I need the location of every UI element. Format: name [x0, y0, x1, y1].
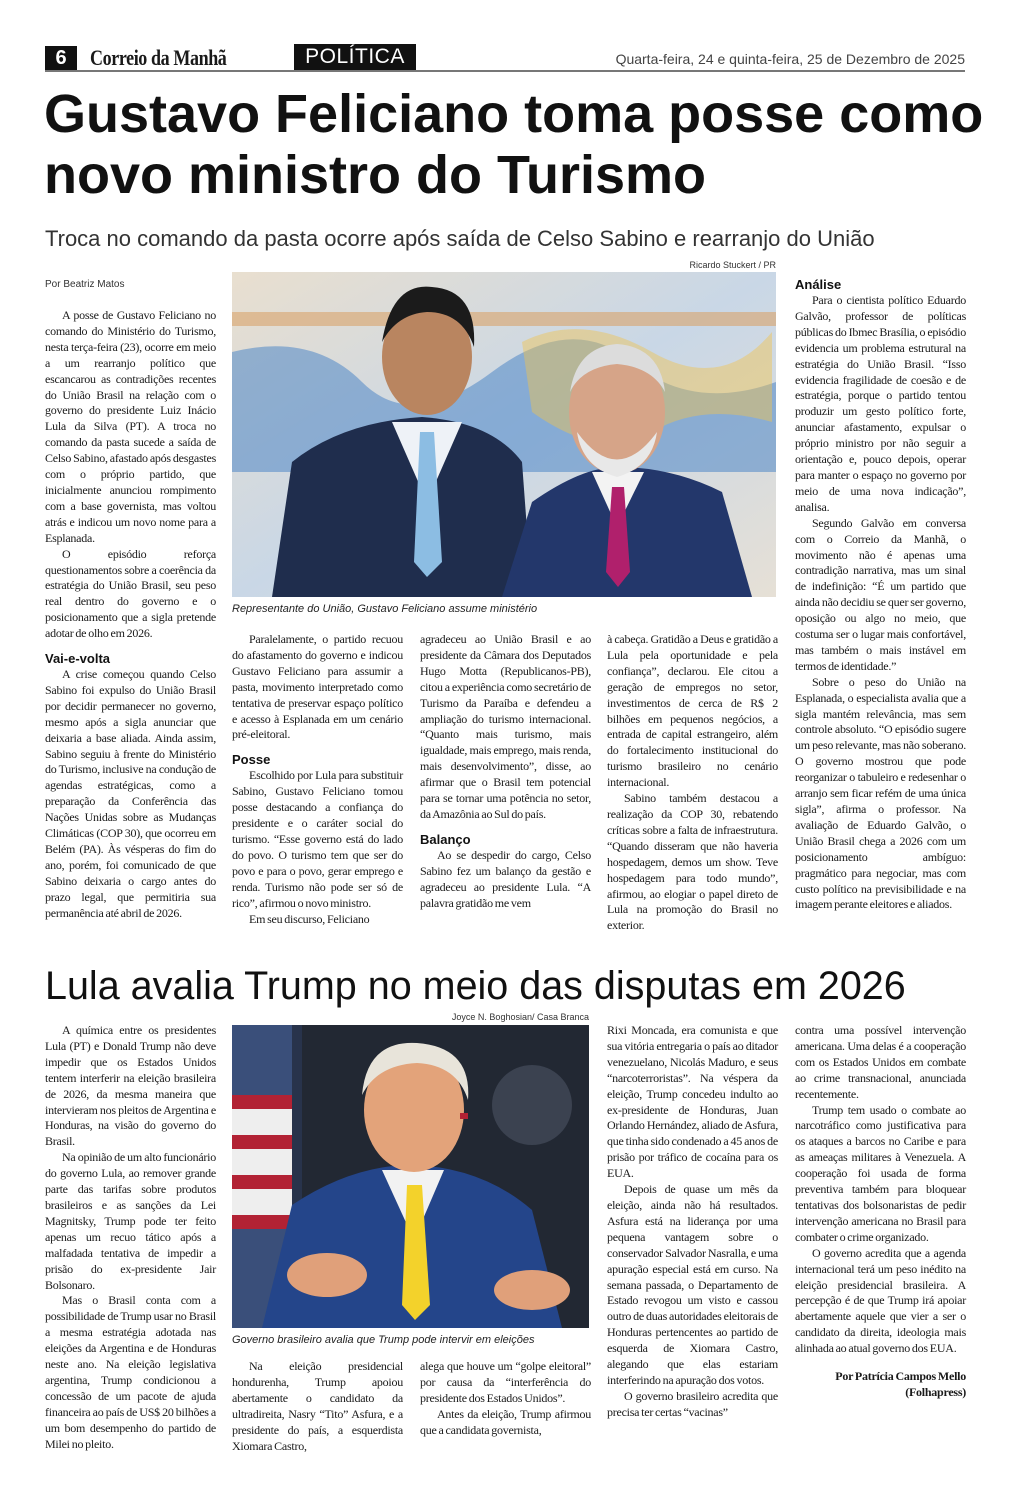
paragraph: alega que houve um “golpe eleitoral” por causa da “interferência do presidente dos Estados Unidos”. [420, 1359, 591, 1405]
ministers-photo-image [232, 272, 776, 597]
paragraph: Escolhido por Lula para substituir Sabino, Gustavo Feliciano tomou posse destacando a confiança do presidente e o caráter social do turismo. “Esse governo está do lado do povo. O turismo tem que ser do povo e para o povo, gerar emprego e renda. Turismo não pode ser só de rico”, afirmou o novo ministro. [232, 768, 403, 910]
article1-photo-credit: Ricardo Stuckert / PR [689, 260, 776, 270]
article1-headline: Gustavo Feliciano toma posse como novo ministro do Turismo [44, 84, 984, 205]
page-number: 6 [45, 46, 77, 70]
paragraph: O governo acredita que a agenda internacional terá um peso inédito na eleição presidencial brasileira. A percepção é de que Trump irá apoiar abertamente aquele que vier a ser o candidato da direita, ideologia mais alinhada ao atual governo dos EUA. [795, 1245, 966, 1356]
masthead-logo: Correio da Manhã [90, 45, 227, 70]
article2-photo-caption: Governo brasileiro avalia que Trump pode intervir em eleições [232, 1334, 535, 1346]
subheading: Vai-e-volta [45, 651, 111, 667]
article1-column-2 [232, 632, 403, 927]
paragraph: O episódio reforça questionamentos sobre a coerência da estratégia do União Brasil, seu peso real dentro do governo e o posicionamento que a sigla pretende adotar de olho em 2026. [45, 546, 216, 641]
header-divider [45, 70, 965, 72]
article2-column-5 [795, 1023, 966, 1401]
subheading: Análise [795, 277, 842, 292]
paragraph: Na eleição presidencial hondurenha, Trump apoiou abertamente o candidato da ultradireita, Nasry “Tito” Asfura, e a presidente do país, a esquerdista Xiomara Castro, [232, 1359, 403, 1453]
section-label: POLÍTICA [294, 44, 416, 70]
article2-column-2 [232, 1359, 403, 1454]
article1-photo [232, 272, 776, 597]
paragraph: Em seu discurso, Feliciano [249, 911, 370, 926]
paragraph: Sobre o peso do União na Esplanada, o especialista avalia que a sigla mantém relevância, mas sem controle absoluto. “O episódio sugere um peso relevante, mas não soberano. O governo mostrou que pode reorganizar o tabuleiro e redesenhar o arranjo sem ficar refém de uma única sigla”, afirma o professor. Na avaliação de Eduardo Galvão, o União Brasil chega a 2026 com um posicionamento ambíguo: pragmático para negociar, mas com custo político na previsibilidade e na imagem perante eleitores e aliados. [795, 674, 966, 912]
paragraph: Na opinião de um alto funcionário do governo Lula, ao remover grande parte das tarifas sobre produtos brasileiros e as sanções da Lei Magnitsky, Trump pode ter feito apenas um recuo tático após a malfadada tentativa de impedir a prisão do ex-presidente Jair Bolsonaro. [45, 1150, 216, 1292]
paragraph: A posse de Gustavo Feliciano no comando do Ministério do Turismo, nesta terça-feira (23), ocorre em meio a um rearranjo político que escancarou as contradições recentes do União Brasil na relação com o governo do presidente Luiz Inácio Lula da Silva (PT). A troca no comando da pasta sucede a saída de Celso Sabino, afastado após desgastes com o próprio partido, que inicialmente anunciou rompimento com a base governista, mas voltou atrás e indicou um novo nome para a Esplanada. [45, 308, 216, 545]
article2-column-4 [607, 1023, 778, 1421]
paragraph: contra uma possível intervenção americana. Uma delas é a cooperação com os Estados Unidos em combate ao crime transnacional, anunciada recentemente. [795, 1023, 966, 1101]
paragraph: A crise começou quando Celso Sabino foi expulso do União Brasil por decidir permanecer no governo, mesmo após a sigla anunciar que deixaria a base aliada. Ainda assim, Sabino seguiu à frente do Ministério do Turismo, inclusive na condução de agendas estratégicas, como a preparação da Conferência das Nações Unidas sobre as Mudanças Climáticas (COP 30), que ocorreu em Belém (PA). Às vésperas do fim do ano, porém, foi comunicado de que Sabino deixaria o cargo antes do prazo legal, que permitiria sua permanência até abril de 2026. [45, 667, 216, 920]
paragraph: Paralelamente, o partido recuou do afastamento do governo e indicou Gustavo Feliciano para assumir a pasta, movimento interpretado como tentativa de preservar espaço político e acesso à Esplanada em um cenário pré-eleitoral. [232, 632, 403, 742]
article1-photo-caption: Representante do União, Gustavo Feliciano assume ministério [232, 603, 538, 615]
article1-column-3 [420, 632, 591, 912]
edition-date: Quarta-feira, 24 e quinta-feira, 25 de Dezembro de 2025 [615, 51, 965, 67]
author-signature: Por Patrícia Campos Mello (Folhapress) [835, 1369, 966, 1399]
paragraph: Depois de quase um mês da eleição, ainda não há resultados. Asfura está na liderança por uma pequena vantagem sobre o conservador Salvador Nasralla, e uma apuração especial está em curso. Na semana passada, o Departamento de Estado revogou um visto e cassou outro de duas autoridades eleitorais de Honduras pertencentes ao partido de esquerda de Xiomara Castro, alegando que elas estariam interferindo na apuração dos votos. [607, 1182, 778, 1387]
subheading: Posse [232, 752, 271, 768]
paragraph: O governo brasileiro acredita que precisa ter certas “vacinas” [607, 1388, 778, 1419]
article2-column-3 [420, 1359, 591, 1439]
paragraph: A química entre os presidentes Lula (PT) e Donald Trump não deve impedir que os Estados Unidos tentem interferir na eleição brasileira de 2026, da mesma maneira que intervieram nos pleitos de Argentina e Honduras, na visão do governo do Brasil. [45, 1023, 216, 1149]
article1-byline: Por Beatriz Matos [45, 279, 125, 290]
paragraph: Mas o Brasil conta com a possibilidade de Trump usar no Brasil a mesma estratégia adotada nas eleições da Argentina e de Honduras neste ano. Na eleição legislativa argentina, Trump condicionou a concessão de um pacote de ajuda financeira ao país de US$ 20 bilhões a um bom desempenho do partido de Milei no pleito. [45, 1293, 216, 1451]
paragraph: Segundo Galvão em conversa com o Correio da Manhã, o movimento não é apenas uma contradição narrativa, mas um sinal de indefinição: “É um partido que ainda não decidiu se quer ser governo, oposição ou algo no meio, que costuma ser o lugar mais confortável, mas também o mais instável em termos de identidade.” [795, 515, 966, 673]
paragraph: agradeceu ao União Brasil e ao presidente da Câmara dos Deputados Hugo Motta (Republicanos-PB), citou a experiência como secretário de Turismo da Paraíba e defendeu a ampliação do turismo internacional. “Quanto mais turismo, mais igualdade, mais emprego, mais renda, mais desenvolvimento”, disse, ao afirmar que o Brasil tem potencial para se tornar uma potência no setor, da Amazônia ao Sul do país. [420, 632, 591, 821]
paragraph: Ao se despedir do cargo, Celso Sabino fez um balanço da gestão e agradeceu ao presidente Lula. “A palavra gratidão me vem [420, 847, 591, 910]
article2-headline: Lula avalia Trump no meio das disputas em 2026 [45, 964, 906, 1008]
paragraph: Sabino também destacou a realização da COP 30, rebatendo críticas sobre a falta de infraestrutura. “Quando disseram que não haveria hospedagem, demos um show. Teve hospedagem para todo mundo”, afirmou, ao elogiar o papel direto de Lula na promoção do Brasil no exterior. [607, 791, 778, 933]
article1-subhead: Troca no comando da pasta ocorre após saída de Celso Sabino e rearranjo do União [45, 226, 875, 251]
article2-column-1 [45, 1023, 216, 1452]
article1-column-4 [607, 632, 778, 934]
paragraph: Para o cientista político Eduardo Galvão, professor de políticas públicas do Ibmec Brasília, o episódio evidencia um problema estrutural na estratégia do União Brasil. “Isso evidencia fragilidade de coesão e de estratégia, porque o partido tentou produzir um gesto político forte, anunciar afastamento, expulsar o próprio ministro por não seguir a orientação e, pouco depois, operar para manter o espaço no governo por meio de uma nova indicação”, analisa. [795, 293, 966, 514]
article1-column-1 [45, 308, 216, 922]
trump-photo-image [232, 1025, 589, 1328]
paragraph: Trump tem usado o combate ao narcotráfico como justificativa para os ataques a barcos no Caribe e para as ameaças militares à Venezuela. A cooperação foi usada de forma preventiva também para bloquear tentativas dos bolsonaristas de pedir intervenção americana no Brasil para combater o crime organizado. [795, 1102, 966, 1244]
subheading: Balanço [420, 831, 471, 847]
article1-column-5 [795, 276, 966, 913]
article2-photo [232, 1025, 589, 1328]
article2-photo-credit: Joyce N. Boghosian/ Casa Branca [451, 1012, 589, 1022]
paragraph: Rixi Moncada, era comunista e que sua vitória entregaria o país ao ditador venezuelano, Nicolás Maduro, e seus “narcoterroristas”. Na véspera da eleição, Trump concedeu indulto ao ex-presidente de Honduras, Juan Orlando Hernández, aliado de Asfura, que tinha sido condenado a 45 anos de prisão por tráfico de cocaína para os EUA. [607, 1023, 778, 1181]
paragraph: à cabeça. Gratidão a Deus e gratidão a Lula pela oportunidade e pela confiança”, declarou. Ele citou a geração de empregos no setor, investimentos de cerca de R$ 2 bilhões em pequenos negócios, a entrada de capital estrangeiro, além do fortalecimento institucional do turismo brasileiro no cenário internacional. [607, 632, 778, 790]
paragraph: Antes da eleição, Trump afirmou que a candidata governista, [420, 1406, 591, 1437]
